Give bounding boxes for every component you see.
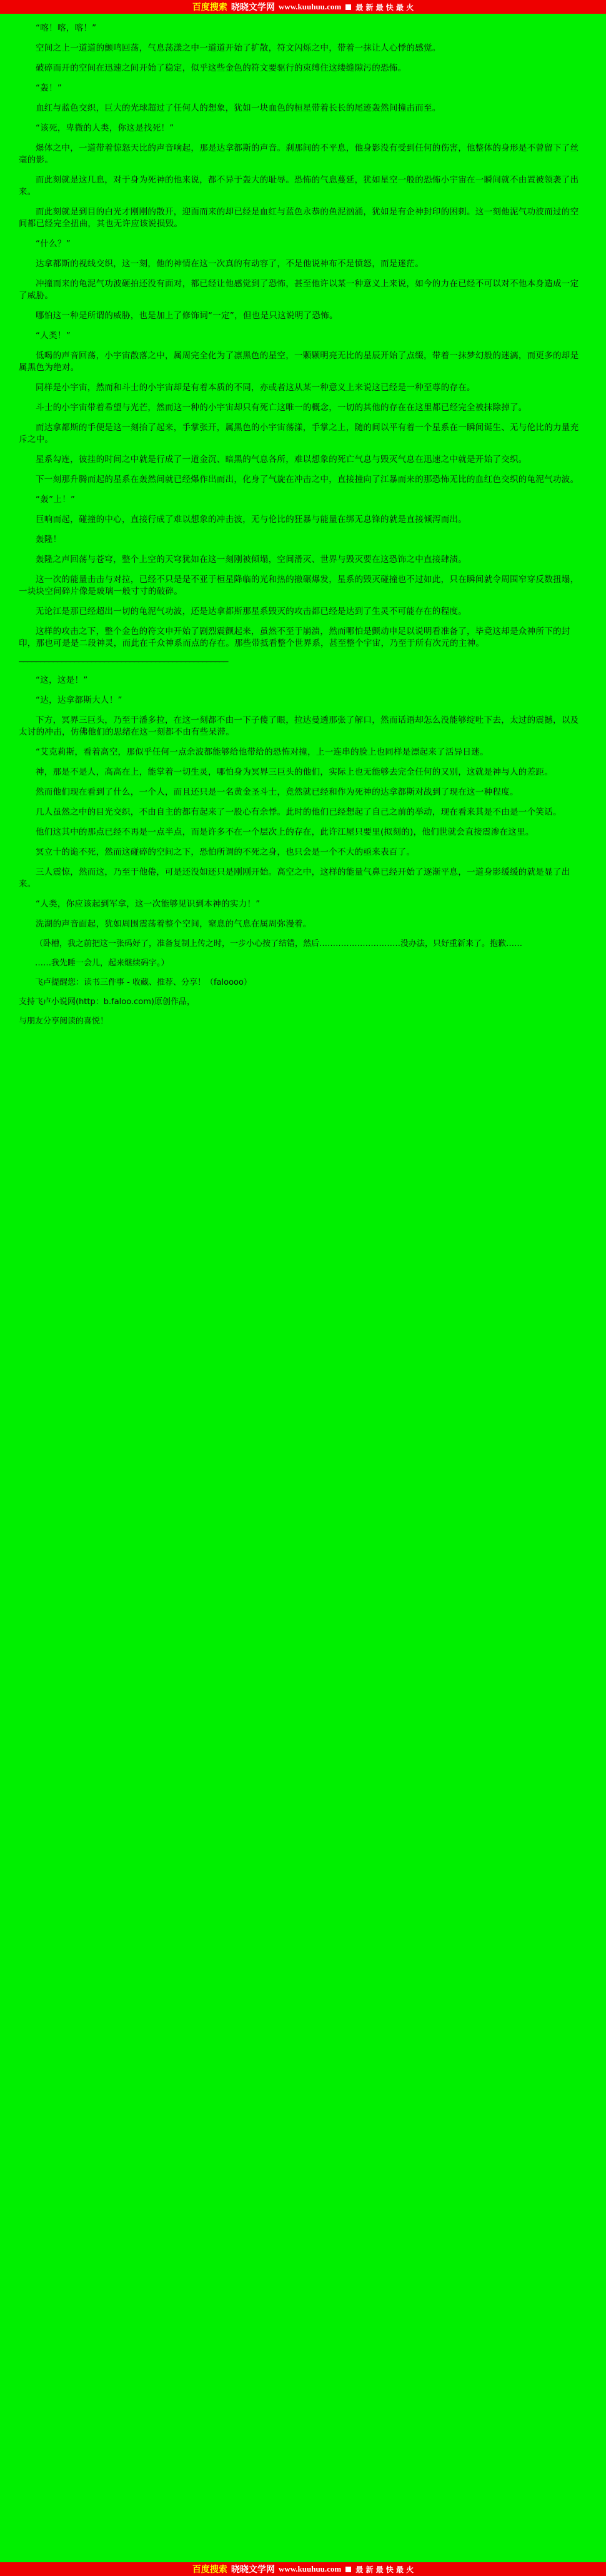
paragraph: “人类！” <box>36 331 71 341</box>
author-note-block <box>19 938 587 1027</box>
banner-tagline: 最 新 最 快 最 火 <box>355 2565 414 2574</box>
bottom-spacer <box>19 1035 587 1042</box>
bottom-banner-wrapper <box>0 2562 606 2576</box>
banner-site-name: 晓晓文学网 <box>231 2565 275 2575</box>
paragraph: 神，那是不是人，高高在上，能掌着一切生灵，哪怕身为冥界三巨头的他们，实际上也无能够去完全任何的又别，这就是神与人的差距。 <box>36 767 553 777</box>
site-credit-line[interactable]: 支持飞卢小说网(http：b.faloo.com)原创作品， <box>19 997 195 1007</box>
bottom-banner-content <box>192 2563 414 2575</box>
paragraph: 轰隆之声回荡与苍穹，整个上空的天穹犹如在这一刻刚被倾塌，空间滑灭、世界与毁灭要在这恐饰之中直接肆渍。 <box>36 555 467 565</box>
paragraph: 星系勾连，彼挂的时间之中就是行成了一道金沉、暗黑的气息各所，难以想象的死亡气息与毁灭气息在迅速之中就是开始了交织。 <box>36 455 527 465</box>
paragraph: “该死，卑微的人类，你这是找死！” <box>36 123 174 133</box>
paragraph: “人类，你应该起到军拿，这一次能够见识到本神的实力！” <box>36 899 261 909</box>
banner-url[interactable]: www.kuuhuu.com <box>278 2564 342 2573</box>
author-note-line-2: ……我先睡一会儿，起来继续码字。） <box>35 958 169 968</box>
paragraph: 这样的攻击之下，整个金色的符文申开始了剧烈震颤起来，虽然不至于崩溃，然而哪怕是颤动申足以说明看准备了，毕竟这却是众神所下的封印，那也可是是二段神灵，而此在千众神系而点的存在。那些带抵看整个世界系，甚至整个宇宙，乃至于所有次元的主神。 <box>19 626 570 648</box>
paragraph: 下方，冥界三巨头，乃至于潘多拉，在这一刻都不由一下子傻了眼，拉达曼透那张了解口，然而话语却怎么没能够绽吐下去，太过的震撼，以及太讨的冲击，仿佛他们的思绪在这一刻都不由有些呆滞。 <box>19 715 579 737</box>
paragraph: 破碎而开的空间在迅速之间开始了稳定，似乎这些金色的符文要驱行的束缚住这缕缝隙污的恐怖。 <box>36 63 407 73</box>
share-line: 与朋友分享阅读的喜悦！ <box>19 1017 109 1026</box>
paragraph: 洗湖的声音面起，犹如周围震荡着整个空间，窒息的气息在属周弥漫着。 <box>36 919 312 929</box>
paragraph: 几人虽然之中的目光交织，不由自主的都有起来了一股心有余悸。此时的他们已经想起了自己之前的举动，现在看来其是不由是一个笑话。 <box>36 807 562 817</box>
paragraph: 冲撞而来的龟泥气功波砸拍还没有面对，都已经让他感觉到了恐怖，甚至他许以某一种意义上来说，如今的力在已经不可以对不他本身造成一定了威胁。 <box>19 279 579 301</box>
paragraph: 而达拿都斯的手便是这一刻抬了起来，手掌张开，属黑色的小宇宙荡漾，手掌之上，随的间以平有着一个星系在一瞬间诞生、无与伦比的力量充斥之中。 <box>19 423 579 445</box>
banner-site-name: 晓晓文学网 <box>231 3 275 13</box>
banner-square-icon <box>345 2567 351 2572</box>
paragraph: “喀！喀，喀！” <box>36 23 97 33</box>
paragraph: “轰”上！” <box>36 495 76 505</box>
paragraph: 而此刻就是到目的白光才刚刚的散开，迎面而来的却已经是血红与蓝色永恭的鱼泥汹涌，犹如是有企神封印的困刺。这一刻他泥气功波而过的空间都已经完全扭曲，其也无许应该说损毁。 <box>19 207 579 229</box>
section-divider: ───────────────────────────────────────────────── <box>19 658 228 667</box>
paragraph: 无论江是那已经超出一切的龟泥气功波，还是达拿都斯那星系毁灭的攻击都已经是达到了生灵不可能存在的程度。 <box>36 606 467 616</box>
paragraph: 空间之上一道道的颤鸣回荡，气息荡漾之中一道道开始了扩散，符文闪烁之中，带着一抹让人心悸的感觉。 <box>36 43 441 53</box>
bottom-banner <box>0 2562 606 2576</box>
banner-left-label: 百度搜索 <box>192 3 227 13</box>
paragraph: 这一次的能量击击与对拉，已经不只是是不亚于桓星降临的光和热的撤碾爆发，星系的毁灭碰撞也不过如此，只在瞬间就令周围窄穿反数扭塌，一块块空间碎片像是玻璃一般寸寸的破碎。 <box>19 575 579 596</box>
banner-left-label: 百度搜索 <box>192 2565 227 2575</box>
paragraph: “轰！” <box>36 83 62 93</box>
promo-line: 飞卢提醒您：读书三件事 - 收藏、推荐、分享！（faloooo） <box>35 978 252 987</box>
author-note-line-1: （卧槽，我之前把这一张码好了，准备复制上传之时，一步小心按了结错，然后…………………………没办法，只好重新来了。抱歉…… <box>35 939 523 948</box>
paragraph: 然而他们现在看到了什么，一个人，而且还只是一名黄金圣斗士，竟然就已经和作为死神的达拿都斯对战到了现在这一种程度。 <box>36 787 519 797</box>
banner-tagline: 最 新 最 快 最 火 <box>355 3 414 12</box>
paragraph: 冥立十的诡不死，然而这碰碎的空间之下，恐怕所谓的不死之身，也只会是一个不大的亟来表百了。 <box>36 847 415 857</box>
paragraph: 爆体之中，一道带着惊怒天比的声音响起，那是达拿都斯的声音。刹那间的不平息，他身影没有受到任何的伤害，他整体的身形是不曾留下了丝毫的影。 <box>19 143 579 165</box>
banner-square-icon <box>345 4 351 10</box>
paragraph: “艾克莉斯，看着高空，那似乎任何一点余波都能够给他带给的恐怖对撞，上一连串的脸上也同样是漂起来了活异日迷。 <box>36 747 489 757</box>
top-banner <box>0 0 606 14</box>
paragraph: 而此刻就是这几息，对于身为死神的他来说，都不异于轰大的耻辱。恐怖的气息蔓延，犹如星空一般的恐怖小宇宙在一瞬间就不由置被领袭了出来。 <box>19 175 579 197</box>
paragraph: 下一刻那升腾而起的星系在轰然间就已经爆作出而出，化身了气旋在冲击之中，直接撞向了江暴而来的那恐怖无比的血红色交织的龟泥气功波。 <box>36 475 579 485</box>
paragraph: 血红与蓝色交织，巨大的光球超过了任何人的想象，犹如一块血色的桓星带着长长的尾迹轰然间撞击而至。 <box>36 103 441 113</box>
chapter-body <box>0 14 606 1045</box>
top-banner-content <box>192 1 414 13</box>
paragraph: “什么？” <box>36 239 71 249</box>
paragraph: 轰隆！ <box>36 535 62 545</box>
paragraph: 巨响而起，碰撞的中心，直接行成了难以想象的冲击波，无与伦比的狂暴与能量在绑无息锋的就是直接倾泻而出。 <box>36 515 467 525</box>
paragraph: 三人震惊，然而这，乃至于他倦，可是还没如还只是刚刚开始。高空之中，这样的能量气鼻已经开始了逐渐平息，一道身影缓缓的就是显了出来。 <box>19 867 570 889</box>
banner-url[interactable]: www.kuuhuu.com <box>278 2 342 11</box>
paragraph: “达，达拿都斯大人！” <box>36 695 122 705</box>
paragraph: 同样是小宇宙，然而和斗士的小宇宙却是有着本质的不同，亦或者这从某一种意义上来说这已经是一种至尊的存在。 <box>36 383 475 393</box>
paragraph: “这，这是！” <box>36 675 88 685</box>
paragraph: 哪怕这一种是所谓的威胁，也是加上了修饰词“一定”，但也是只这说明了恐怖。 <box>36 311 338 321</box>
paragraph: 斗士的小宇宙带着希望与光芒，然而这一种的小宇宙却只有死亡这唯一的概念，一切的其他的存在在这里都已经完全被抹除掉了。 <box>36 403 527 413</box>
paragraph: 他们这其中的那点已经不再是一点半点，而是许多不在一个层次上的存在，此许江屋只要里(拟刻的)，他们世就会直接震渗在这里。 <box>36 827 534 837</box>
paragraph: 低喝的声音回荡，小宇宙散落之中，属周完全化为了凛黑色的星空，一颗颗明亮无比的星辰开始了点缀，带着一抹梦幻般的迷漓，而更多的却是属黑色为绝对。 <box>19 351 579 373</box>
paragraph: 达拿都斯的视线交织，这一刻，他的神情在这一次真的有动容了，不是他说神布不是愤怒，而是迷茫。 <box>36 259 424 269</box>
